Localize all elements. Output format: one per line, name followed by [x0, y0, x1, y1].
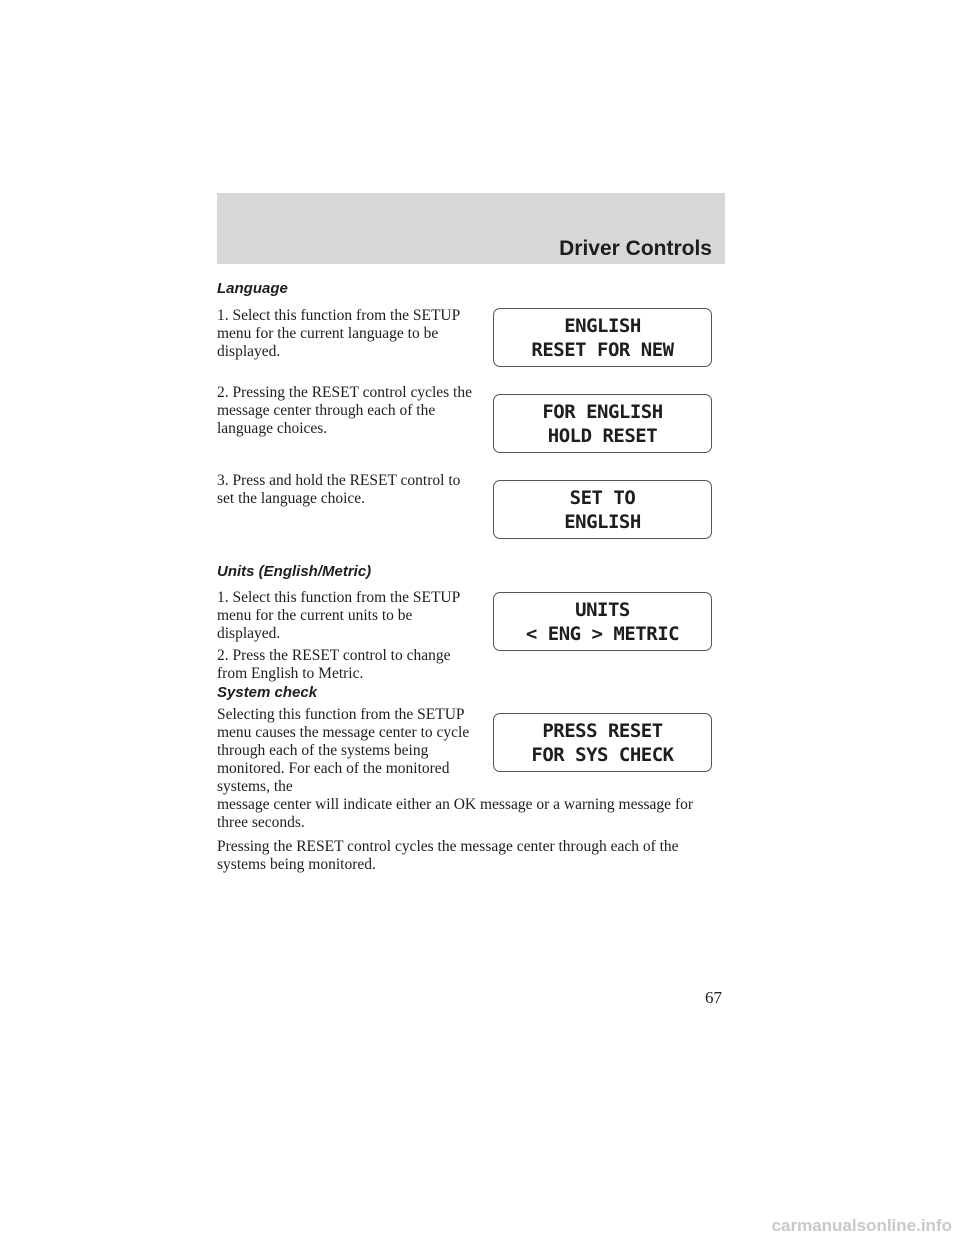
display-line-2: ENGLISH — [564, 510, 641, 533]
display-line-2: FOR SYS CHECK — [531, 743, 674, 766]
message-display-units — [493, 592, 712, 651]
heading-units: Units (English/Metric) — [217, 563, 372, 580]
units-step-2: 2. Press the RESET control to change from English to Metric. — [217, 647, 451, 682]
display-line-1: PRESS RESET — [542, 719, 663, 742]
language-step-1: 1. Select this function from the SETUP menu for the current language to be displayed. — [217, 307, 460, 360]
display-line-1: UNITS — [575, 598, 630, 621]
display-line-1: FOR ENGLISH — [542, 400, 663, 423]
language-step-2: 2. Pressing the RESET control cycles the message center through each of the language choices. — [217, 384, 472, 437]
message-display-for-english — [493, 394, 712, 453]
system-check-para-2: Pressing the RESET control cycles the message center through each of the systems being monitored. — [217, 838, 679, 873]
display-line-2: RESET FOR NEW — [531, 338, 674, 361]
message-display-system-check — [493, 713, 712, 772]
footer-watermark: carmanualsonline.info — [771, 1216, 952, 1235]
message-display-set-to-english — [493, 480, 712, 539]
display-line-2: HOLD RESET — [547, 424, 658, 447]
system-check-para-1: Selecting this function from the SETUP menu causes the message center to cycle through each of the systems being monitored. For each of the monitored systems, the — [217, 706, 470, 795]
header-band — [217, 193, 725, 264]
display-line-1: ENGLISH — [564, 314, 641, 337]
page-number: 67 — [705, 988, 722, 1007]
heading-language: Language — [217, 280, 288, 297]
heading-system-check: System check — [217, 684, 318, 701]
system-check-para-1-continued: message center will indicate either an OK message or a warning message for three seconds. — [217, 796, 694, 831]
display-line-2: < ENG > METRIC — [525, 622, 680, 645]
units-step-1: 1. Select this function from the SETUP menu for the current units to be displayed. — [217, 589, 460, 642]
display-line-1: SET TO — [569, 486, 636, 509]
section-title: Driver Controls — [559, 237, 712, 260]
language-step-3: 3. Press and hold the RESET control to set the language choice. — [217, 472, 461, 507]
message-display-english — [493, 308, 712, 367]
